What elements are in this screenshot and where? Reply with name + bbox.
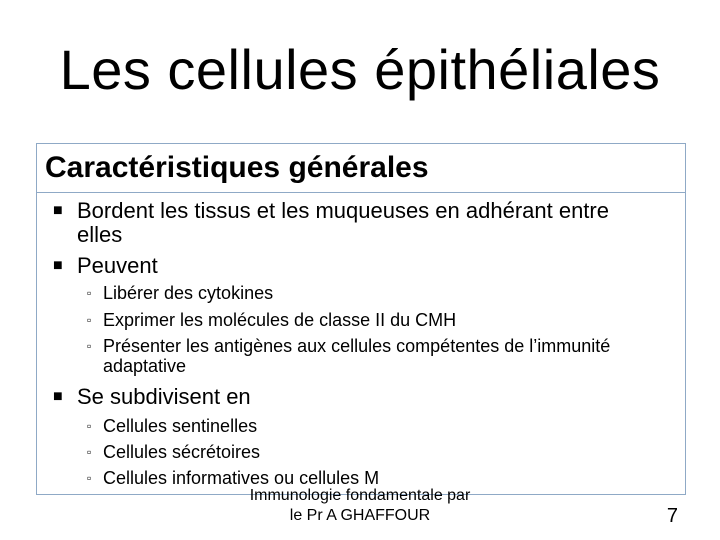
hollow-square-bullet-icon: ▫ [87,339,92,353]
bullet-text: Bordent les tissus et les muqueuses en adhérant entre elles [77,198,609,247]
sub-bullet-text: Libérer des cytokines [103,283,274,303]
sub-bullet-text: Cellules informatives ou cellules M [103,468,380,488]
square-bullet-icon: ■ [53,202,63,219]
hollow-square-bullet-icon: ▫ [87,286,92,300]
square-bullet-icon: ■ [53,257,63,274]
content-box [36,143,686,495]
sub-bullet-text: Cellules sentinelles [103,416,258,436]
hollow-square-bullet-icon: ▫ [87,313,92,327]
hollow-square-bullet-icon: ▫ [87,445,92,459]
square-bullet-icon: ■ [53,388,63,405]
footer-text: Immunologie fondamentale par le Pr A GHAFFOUR [249,487,471,524]
sub-bullet-text: Présenter les antigènes aux cellules compétentes de l’immunité adaptative [103,336,611,376]
section-heading: Caractéristiques générales [37,144,685,193]
bullet-text: Peuvent [77,253,158,278]
hollow-square-bullet-icon: ▫ [87,471,92,485]
hollow-square-bullet-icon: ▫ [87,419,92,433]
sub-bullet-text: Exprimer les molécules de classe II du CMH [103,310,457,330]
slide-title: Les cellules épithéliales [59,38,661,101]
bullet-text: Se subdivisent en [77,384,251,409]
slide-number: 7 [666,505,678,527]
sub-bullet-text: Cellules sécrétoires [103,442,261,462]
